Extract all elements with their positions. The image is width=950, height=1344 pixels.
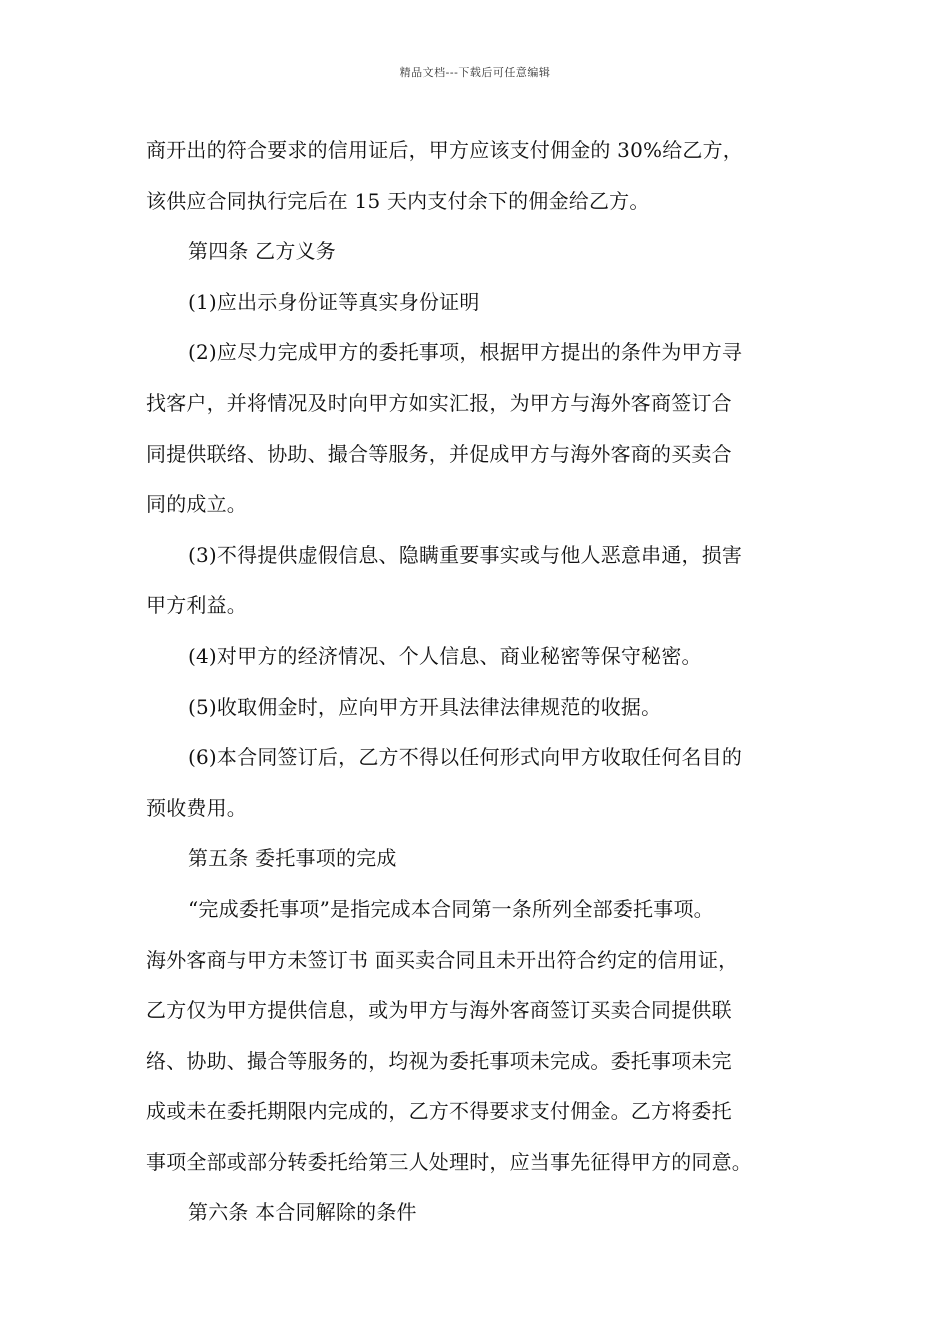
paragraph-line: (2)应尽力完成甲方的委托事项，根据甲方提出的条件为甲方寻 [188, 340, 743, 365]
paragraph-line: (1)应出示身份证等真实身份证明 [188, 289, 480, 314]
paragraph-line: 找客户，并将情况及时向甲方如实汇报，为甲方与海外客商签订合 [146, 390, 732, 415]
article-heading: 第四条 乙方义务 [188, 239, 336, 264]
paragraph-line: (4)对甲方的经济情况、个人信息、商业秘密等保守秘密。 [188, 643, 702, 668]
document-body [146, 125, 806, 1238]
paragraph-line: 乙方仅为甲方提供信息，或为甲方与海外客商签订买卖合同提供联 [146, 998, 732, 1023]
paragraph-line: “完成委托事项”是指完成本合同第一条所列全部委托事项。 [188, 896, 714, 921]
article-heading: 第五条 委托事项的完成 [188, 846, 397, 871]
paragraph-line: 同的成立。 [146, 492, 247, 517]
paragraph-line: (5)收取佣金时，应向甲方开具法律法律规范的收据。 [188, 694, 662, 719]
page-header: 精品文档---下载后可任意编辑 [399, 66, 551, 79]
paragraph-line: 预收费用。 [146, 795, 247, 820]
paragraph-line: (3)不得提供虚假信息、隐瞒重要事实或与他人恶意串通，损害 [188, 542, 743, 567]
paragraph-line: 该供应合同执行完后在 15 天内支付余下的佣金给乙方。 [146, 188, 650, 213]
paragraph-line: 同提供联络、协助、撮合等服务，并促成甲方与海外客商的买卖合 [146, 441, 732, 466]
paragraph-line: 海外客商与甲方未签订书 面买卖合同且未开出符合约定的信用证， [146, 947, 739, 972]
paragraph-line: 事项全部或部分转委托给第三人处理时，应当事先征得甲方的同意。 [146, 1149, 752, 1174]
paragraph-line: (6)本合同签订后，乙方不得以任何形式向甲方收取任何名目的 [188, 745, 743, 770]
paragraph-line: 商开出的符合要求的信用证后，甲方应该支付佣金的 30%给乙方， [146, 138, 744, 162]
paragraph-line: 甲方利益。 [146, 593, 247, 618]
paragraph-line: 成或未在委托期限内完成的，乙方不得要求支付佣金。乙方将委托 [146, 1099, 732, 1124]
paragraph-line: 络、协助、撮合等服务的，均视为委托事项未完成。委托事项未完 [146, 1048, 732, 1073]
article-heading: 第六条 本合同解除的条件 [188, 1200, 417, 1225]
